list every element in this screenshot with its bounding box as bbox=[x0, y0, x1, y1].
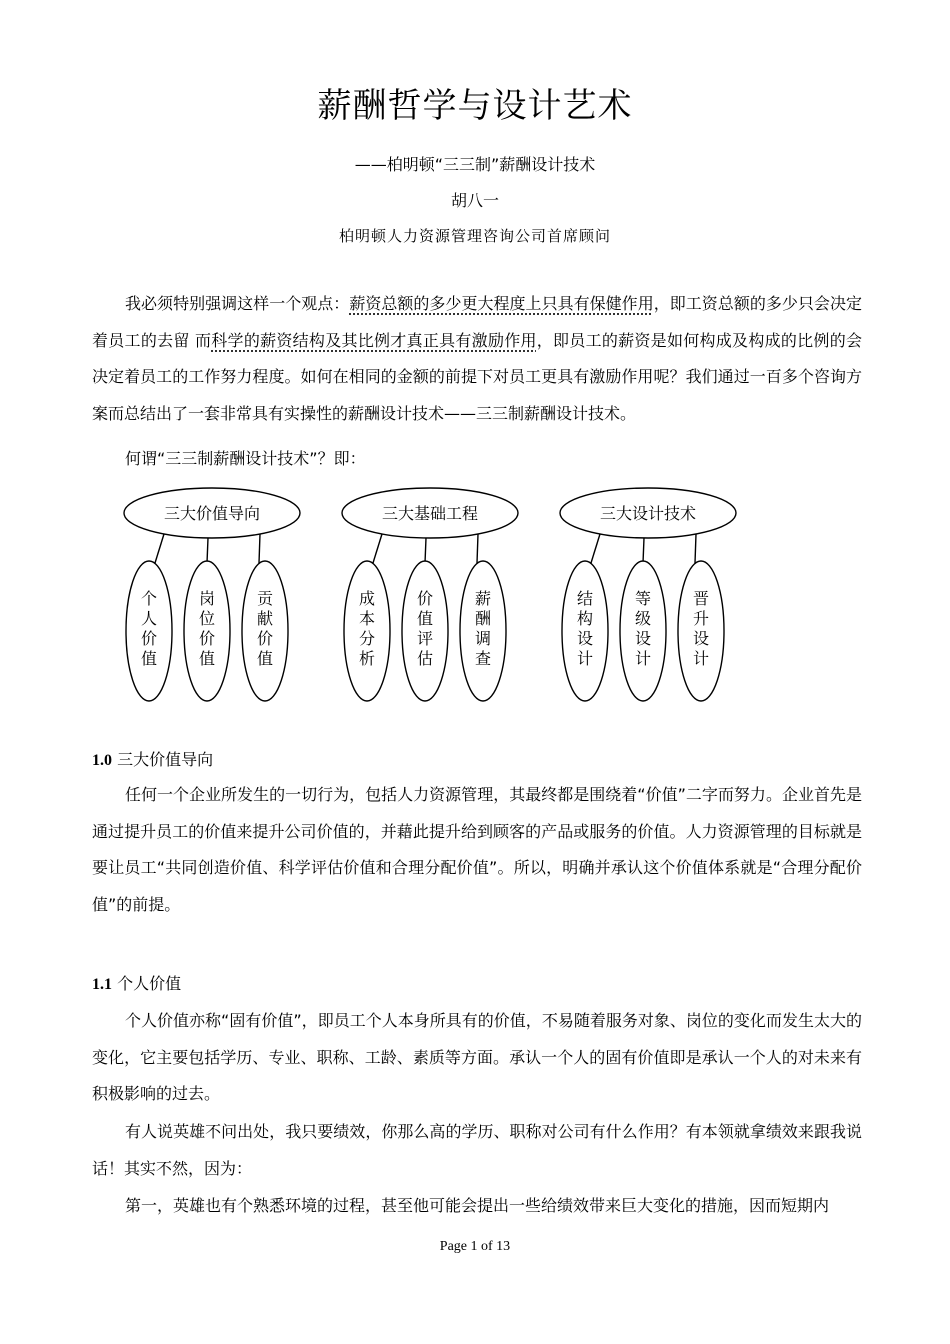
page-footer: Page 1 of 13 bbox=[439, 1239, 511, 1254]
diagram-child-char: 等 bbox=[634, 589, 652, 608]
diagram-child-char: 升 bbox=[692, 609, 710, 628]
diagram-child-char: 酬 bbox=[474, 609, 492, 628]
diagram-child-char: 计 bbox=[634, 649, 652, 668]
diagram-child-char: 值 bbox=[198, 649, 216, 668]
intro-emphasis-2: 科学的薪资结构及其比例才真正具有激励作用 bbox=[211, 330, 537, 350]
diagram-child-char: 设 bbox=[692, 629, 710, 648]
diagram-child-char: 级 bbox=[634, 609, 652, 628]
diagram-child-char: 评 bbox=[416, 629, 434, 648]
diagram-connector bbox=[591, 534, 600, 563]
diagram-child-char: 成 bbox=[358, 589, 376, 608]
author-name: 胡八一 bbox=[450, 191, 499, 210]
document-subtitle: ——柏明顿“三三制”薪酬设计技术 bbox=[354, 155, 596, 174]
diagram-child-char: 价 bbox=[256, 629, 274, 648]
diagram-child-char: 分 bbox=[358, 629, 376, 648]
diagram-parent-label: 三大价值导向 bbox=[163, 504, 261, 523]
intro-text-3: ，即员工的薪资是如何构成及构成的比例的会决定着员工的工作努力程度。如何在相同的金额的前提下对员工更具有激励作用呢？我们通过一百多个咨询方案而总结出了一套非常具有实操性的薪酬设计技术——三三制薪酬设计技术。 bbox=[92, 330, 862, 423]
diagram-child-char: 计 bbox=[692, 649, 710, 668]
diagram-child-char: 估 bbox=[416, 649, 434, 668]
diagram-child-char: 结 bbox=[576, 589, 594, 608]
intro-text-2: ，即工资总额的多少只会决定着员工的去留 而 bbox=[92, 294, 862, 350]
section-1-1-heading bbox=[92, 971, 181, 994]
diagram-child-char: 价 bbox=[416, 589, 434, 608]
diagram-child-char: 献 bbox=[256, 609, 274, 628]
diagram-child-char: 晋 bbox=[692, 589, 710, 608]
diagram-child-char: 岗 bbox=[198, 589, 216, 608]
diagram-child-char: 查 bbox=[474, 649, 492, 668]
diagram-connector bbox=[155, 534, 164, 563]
section-1-1-paragraph-2: 有人说英雄不问出处，我只要绩效，你那么高的学历、职称对公司有什么作用？有本领就拿绩效来跟我说话！其实不然，因为： bbox=[92, 1122, 862, 1178]
section-number: 1.1 bbox=[92, 976, 112, 993]
diagram-child-char: 值 bbox=[140, 649, 158, 668]
section-title: 个人价值 bbox=[117, 974, 182, 993]
section-1-1-paragraph-3: 第一，英雄也有个熟悉环境的过程，甚至他可能会提出一些给绩效带来巨大变化的措施，因而短期内 bbox=[125, 1196, 830, 1215]
diagram-parent-label: 三大设计技术 bbox=[599, 504, 697, 523]
diagram-connector bbox=[373, 534, 382, 563]
diagram-connector bbox=[695, 534, 696, 563]
diagram-connector bbox=[425, 538, 426, 563]
section-1-1-paragraph-1: 个人价值亦称“固有价值”，即员工个人本身所具有的价值，不易随着服务对象、岗位的变化而发生太大的变化，它主要包括学历、专业、职称、工龄、素质等方面。承认一个人的固有价值即是承认一个人的对未来有积极影响的过去。 bbox=[92, 1011, 862, 1103]
diagram-child-char: 价 bbox=[140, 629, 158, 648]
author-affiliation: 柏明顿人力资源管理咨询公司首席顾问 bbox=[338, 227, 611, 245]
diagram-connector bbox=[643, 538, 644, 563]
section-title: 三大价值导向 bbox=[117, 750, 214, 769]
section-1-0-heading bbox=[92, 747, 213, 770]
diagram-child-char: 设 bbox=[576, 629, 594, 648]
intro-emphasis-1: 薪资总额的多少更大程度上只具有保健作用 bbox=[349, 294, 654, 313]
diagram-child-char: 个 bbox=[140, 589, 158, 608]
diagram-connector bbox=[259, 534, 260, 563]
diagram-child-char: 设 bbox=[634, 629, 652, 648]
document-title: 薪酬哲学与设计艺术 bbox=[317, 86, 633, 126]
diagram-child-char: 价 bbox=[198, 629, 216, 648]
diagram-child-char: 贡 bbox=[256, 589, 274, 608]
diagram-child-char: 值 bbox=[416, 609, 434, 628]
diagram-child-char: 值 bbox=[256, 649, 274, 668]
diagram-child-char: 构 bbox=[576, 609, 594, 628]
section-1-0-body: 任何一个企业所发生的一切行为，包括人力资源管理，其最终都是围绕着“价值”二字而努力。企业首先是通过提升员工的价值来提升公司价值的，并藉此提升给到顾客的产品或服务的价值。人力资源管理的目标就是要让员工“共同创造价值、科学评估价值和合理分配价值”。所以，明确并承认这个价值体系就是“合理分配价值”的前提。 bbox=[92, 785, 862, 914]
diagram-child-char: 本 bbox=[358, 609, 376, 628]
diagram-connector bbox=[207, 538, 208, 563]
section-number: 1.0 bbox=[92, 752, 112, 769]
diagram-child-char: 计 bbox=[576, 649, 594, 668]
diagram-child-char: 位 bbox=[198, 609, 216, 628]
intro-text-1: 我必须特别强调这样一个观点： bbox=[125, 294, 350, 313]
diagram-parent-label: 三大基础工程 bbox=[381, 504, 479, 523]
diagram-child-char: 薪 bbox=[474, 589, 492, 608]
diagram-child-char: 人 bbox=[140, 609, 158, 628]
diagram-child-char: 调 bbox=[474, 629, 492, 648]
diagram-child-char: 析 bbox=[358, 649, 376, 668]
diagram-connector bbox=[477, 534, 478, 563]
intro-question: 何谓“三三制薪酬设计技术”？即： bbox=[125, 449, 366, 468]
